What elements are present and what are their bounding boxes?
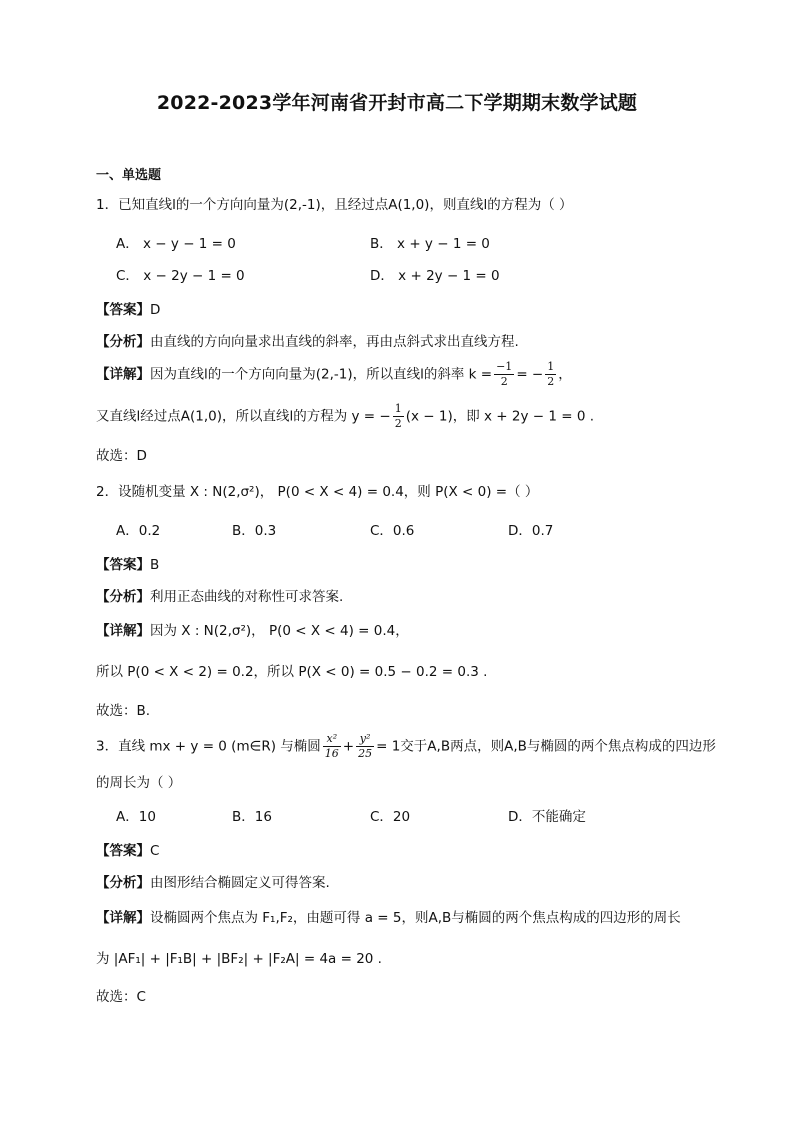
answer-tag: 【答案】	[96, 557, 150, 573]
answer-tag: 【答案】	[96, 843, 150, 859]
q2-option-b: B．0.3	[232, 523, 277, 539]
q1-answer	[96, 298, 160, 318]
plus-sign: +	[342, 738, 355, 755]
q2-answer	[96, 553, 159, 573]
numerator: y²	[356, 732, 374, 747]
q1-detail-line2	[96, 402, 594, 431]
q3-option-c: C．20	[370, 809, 411, 825]
q1-option-d: D． x + 2y − 1 = 0	[370, 268, 500, 284]
detail-text: 因为直线l的一个方向向量为(2,-1)，所以直线l的斜率 k =	[150, 366, 493, 383]
detail-text: ，	[558, 366, 572, 383]
detail-text: 又直线l经过点A(1,0)，所以直线l的方程为 y = −	[96, 408, 391, 425]
stem-text: 3．直线 mx + y = 0 (m∈R) 与椭圆	[96, 738, 321, 755]
q3-stem-line2: 的周长为（ ）	[96, 775, 182, 791]
detail-tag: 【详解】	[96, 910, 150, 926]
detail-text: (x − 1)，即 x + 2y − 1 = 0 .	[405, 408, 595, 425]
q2-choice: 故选：B.	[96, 703, 151, 719]
q3-detail-line2: 为 |AF₁| + |F₁B| + |BF₂| + |F₂A| = 4a = 20 .	[96, 951, 382, 967]
q1-stem: 1．已知直线l的一个方向向量为(2,-1)，且经过点A(1,0)，则直线l的方程为（ ）	[96, 197, 573, 213]
page-title: 2022-2023学年河南省开封市高二下学期期末数学试题	[156, 92, 638, 114]
q1-choice: 故选：D	[96, 448, 147, 464]
q3-option-b: B．16	[232, 809, 272, 825]
q3-answer	[96, 839, 159, 859]
numerator: x²	[323, 732, 341, 747]
fraction	[356, 732, 374, 761]
fraction	[494, 360, 514, 389]
q2-detail-line2: 所以 P(0 < X < 2) = 0.2，所以 P(X < 0) = 0.5 − 0.2 = 0.3 .	[96, 664, 488, 680]
stem-text: = 1交于A,B两点，则A,B与椭圆的两个焦点构成的四边形	[376, 738, 716, 755]
q1-analysis	[96, 330, 519, 350]
answer-value: D	[150, 302, 161, 318]
q3-option-d: D．不能确定	[508, 809, 586, 825]
q2-option-d: D．0.7	[508, 523, 554, 539]
q2-stem: 2．设随机变量 X : N(2,σ²)， P(0 < X < 4) = 0.4，则 P(X < 0) =（ ）	[96, 484, 539, 500]
q2-detail-line1	[96, 619, 409, 639]
analysis-tag: 【分析】	[96, 875, 150, 891]
analysis-text: 由直线的方向向量求出直线的斜率，再由点斜式求出直线方程.	[150, 334, 519, 350]
q3-detail-line1	[96, 906, 681, 926]
denominator: 2	[394, 416, 402, 430]
q3-stem-line1	[96, 732, 716, 761]
fraction	[545, 360, 556, 389]
q2-option-a: A．0.2	[116, 523, 161, 539]
denominator: 25	[358, 746, 373, 760]
detail-text: 设椭圆两个焦点为 F₁,F₂，由题可得 a = 5，则A,B与椭圆的两个焦点构成的四边形的周长	[150, 910, 681, 926]
analysis-text: 利用正态曲线的对称性可求答案.	[150, 589, 344, 605]
denominator: 16	[324, 746, 339, 760]
q2-analysis	[96, 585, 343, 605]
fraction	[323, 732, 341, 761]
answer-tag: 【答案】	[96, 302, 150, 318]
detail-text: = −	[516, 366, 544, 383]
answer-value: C	[150, 843, 160, 859]
denominator: 2	[547, 374, 555, 388]
analysis-text: 由图形结合椭圆定义可得答案.	[150, 875, 330, 891]
q3-choice: 故选：C	[96, 989, 146, 1005]
fraction	[393, 402, 404, 431]
numerator: −1	[496, 360, 513, 373]
detail-tag: 【详解】	[96, 623, 150, 639]
numerator: 1	[394, 402, 402, 415]
numerator: 1	[547, 360, 555, 373]
q1-option-a: A． x − y − 1 = 0	[116, 236, 236, 252]
q3-option-a: A．10	[116, 809, 156, 825]
q3-analysis	[96, 871, 330, 891]
q1-detail-line1	[96, 360, 572, 389]
q2-option-c: C．0.6	[370, 523, 415, 539]
section-heading: 一、单选题	[96, 168, 162, 183]
denominator: 2	[500, 374, 508, 388]
q1-option-b: B． x + y − 1 = 0	[370, 236, 490, 252]
analysis-tag: 【分析】	[96, 334, 150, 350]
q1-option-c: C． x − 2y − 1 = 0	[116, 268, 245, 284]
answer-value: B	[150, 557, 160, 573]
detail-tag: 【详解】	[96, 366, 150, 383]
detail-text: 因为 X : N(2,σ²)， P(0 < X < 4) = 0.4，	[150, 623, 409, 639]
analysis-tag: 【分析】	[96, 589, 150, 605]
